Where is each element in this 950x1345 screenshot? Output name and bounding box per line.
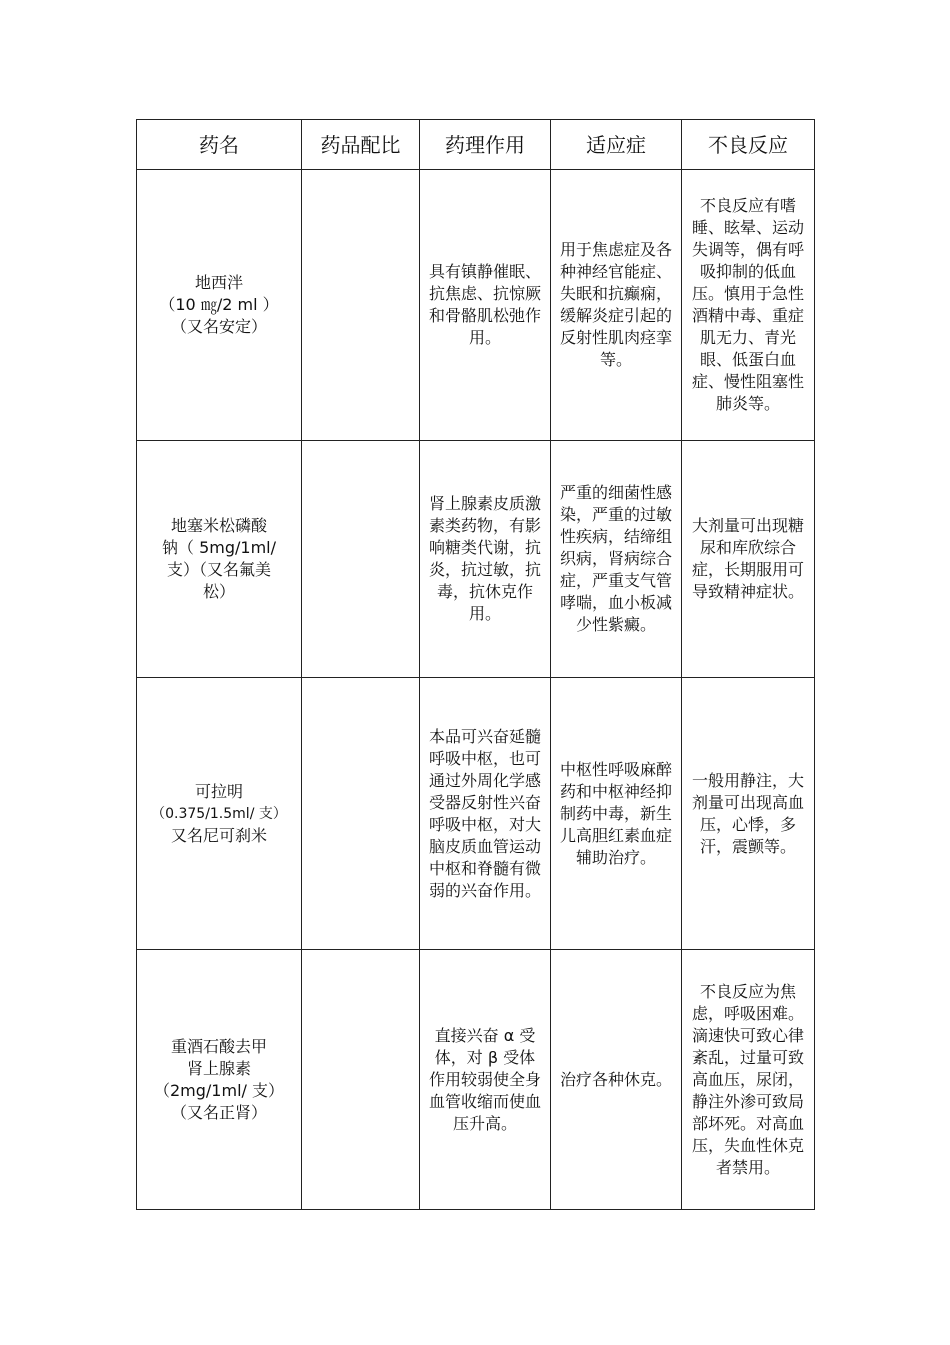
drug-name-cell — [137, 170, 302, 441]
table-row — [137, 441, 815, 678]
drug-name-line: （10 ㎎/2 ml ） — [159, 295, 279, 314]
indications-cell: 严重的细菌性感染，严重的过敏性疾病，结缔组织病，肾病综合症，严重支气管哮喘，血小板减少性紫癜。 — [551, 441, 682, 678]
adverse-cell: 一般用静注，大剂量可出现高血压，心悸，多汗，震颤等。 — [682, 678, 815, 950]
header-indications: 适应症 — [551, 120, 682, 170]
ratio-cell — [302, 170, 420, 441]
drug-name-line: 松） — [202, 582, 235, 601]
drug-name-line: 支）（又名氟美 — [166, 560, 271, 579]
drug-name-line: （2mg/1ml/ 支） — [153, 1080, 284, 1100]
header-pharmacology: 药理作用 — [420, 120, 551, 170]
header-adverse-reactions: 不良反应 — [682, 120, 815, 170]
drug-name-line: （又名正肾） — [170, 1102, 267, 1122]
drug-name-line: 钠（ 5mg/1ml/ — [161, 538, 276, 557]
drug-name-line: 肾上腺素 — [186, 1058, 251, 1078]
drug-name-line: （又名安定） — [170, 317, 267, 336]
drug-table — [136, 119, 815, 1210]
pharmacology-cell: 直接兴奋 α 受体，对 β 受体作用较弱使全身血管收缩而使血压升高。 — [420, 950, 551, 1210]
adverse-cell: 大剂量可出现糖尿和库欣综合症，长期服用可导致精神症状。 — [682, 441, 815, 678]
adverse-cell: 不良反应有嗜睡、眩晕、运动失调等，偶有呼吸抑制的低血压。慎用于急性酒精中毒、重症肌无力、青光眼、低蛋白血症、慢性阻塞性肺炎等。 — [682, 170, 815, 441]
header-row — [137, 120, 815, 170]
pharmacology-cell: 肾上腺素皮质激素类药物，有影响糖类代谢，抗炎，抗过敏，抗毒，抗休克作用。 — [420, 441, 551, 678]
header-ratio: 药品配比 — [302, 120, 420, 170]
ratio-cell — [302, 441, 420, 678]
header-drug-name: 药名 — [137, 120, 302, 170]
table-row — [137, 678, 815, 950]
pharmacology-cell: 具有镇静催眠、抗焦虑、抗惊厥和骨骼肌松弛作用。 — [420, 170, 551, 441]
drug-name-line: （0.375/1.5ml/ 支） — [151, 805, 287, 822]
drug-name-cell — [137, 678, 302, 950]
ratio-cell — [302, 950, 420, 1210]
drug-name-line: 地西泮 — [194, 273, 243, 292]
drug-name-line: 可拉明 — [194, 781, 243, 801]
table-row — [137, 170, 815, 441]
pharmacology-cell: 本品可兴奋延髓呼吸中枢，也可通过外周化学感受器反射性兴奋呼吸中枢，对大脑皮质血管运动中枢和脊髓有微弱的兴奋作用。 — [420, 678, 551, 950]
drug-name-line: 重酒石酸去甲 — [170, 1036, 267, 1056]
drug-name-cell — [137, 441, 302, 678]
table-row — [137, 950, 815, 1210]
adverse-cell: 不良反应为焦虑，呼吸困难。滴速快可致心律紊乱，过量可致高血压，尿闭，静注外渗可致局部坏死。对高血压，失血性休克者禁用。 — [682, 950, 815, 1210]
drug-name-cell — [137, 950, 302, 1210]
ratio-cell — [302, 678, 420, 950]
indications-cell: 中枢性呼吸麻醉药和中枢神经抑制药中毒，新生儿高胆红素血症辅助治疗。 — [551, 678, 682, 950]
drug-name-line: 又名尼可刹米 — [170, 825, 267, 845]
drug-name-line: 地塞米松磷酸 — [170, 516, 267, 535]
indications-cell: 用于焦虑症及各种神经官能症、失眠和抗癫痫，缓解炎症引起的反射性肌肉痉挛等。 — [551, 170, 682, 441]
indications-cell: 治疗各种休克。 — [551, 950, 682, 1210]
